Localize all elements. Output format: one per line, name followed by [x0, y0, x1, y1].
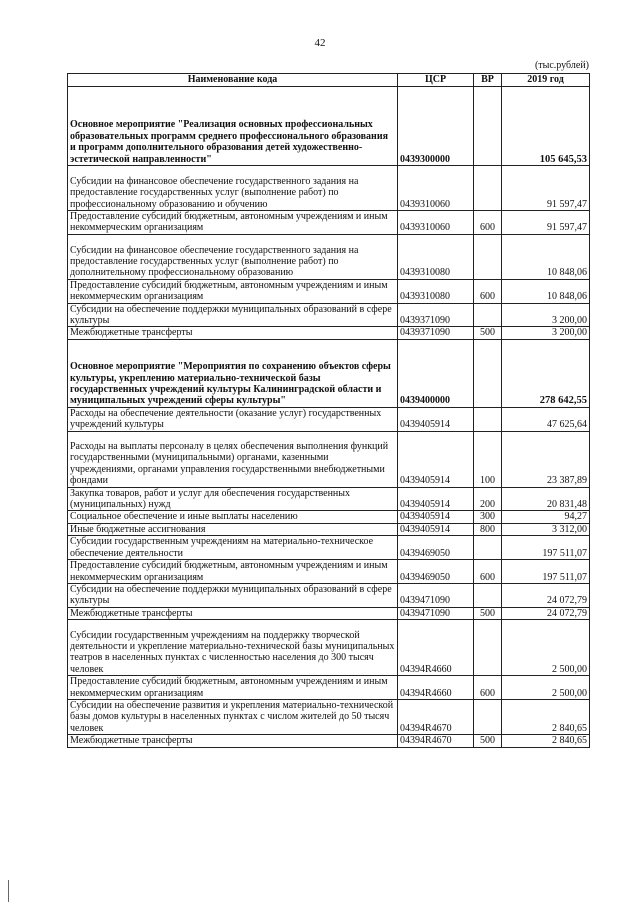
- cell-vr: 600: [474, 279, 502, 303]
- table-row: [68, 279, 590, 303]
- cell-amount: 105 645,53: [502, 87, 590, 166]
- cell-amount: 3 312,00: [502, 523, 590, 535]
- cell-amount: 197 511,07: [502, 560, 590, 584]
- cell-vr: [474, 303, 502, 327]
- cell-csr: 0439469050: [398, 536, 474, 560]
- cell-csr: 04394R4670: [398, 699, 474, 734]
- table-row: [68, 583, 590, 607]
- cell-vr: 500: [474, 327, 502, 339]
- table-row: [68, 511, 590, 523]
- cell-amount: 2 840,65: [502, 699, 590, 734]
- cell-csr: 0439371090: [398, 303, 474, 327]
- cell-csr: 0439405914: [398, 407, 474, 431]
- cell-amount: 91 597,47: [502, 166, 590, 211]
- cell-amount: 24 072,79: [502, 583, 590, 607]
- cell-name: Закупка товаров, работ и услуг для обеспечения государственных (муниципальных) нужд: [68, 487, 398, 511]
- cell-vr: 600: [474, 211, 502, 235]
- table-row: [68, 676, 590, 700]
- header-csr: ЦСР: [398, 74, 474, 87]
- cell-amount: 47 625,64: [502, 407, 590, 431]
- cell-vr: 100: [474, 431, 502, 487]
- cell-name: Субсидии государственным учреждениям на поддержку творческой деятельности и укрепление материально-технической базы муниципальных театров в населенных пунктах с численностью населения до 300 тысяч человек: [68, 620, 398, 676]
- cell-vr: [474, 583, 502, 607]
- table-row: [68, 735, 590, 747]
- cell-name: Расходы на выплаты персоналу в целях обеспечения выполнения функций государственными (муниципальными) органами, казенными учреждениями, органами управления государственными внебюджетными фондами: [68, 431, 398, 487]
- cell-amount: 278 642,55: [502, 339, 590, 407]
- cell-vr: [474, 234, 502, 279]
- margin-mark: [8, 880, 9, 902]
- cell-csr: 0439405914: [398, 487, 474, 511]
- cell-amount: 91 597,47: [502, 211, 590, 235]
- cell-amount: 10 848,06: [502, 234, 590, 279]
- table-row: [68, 620, 590, 676]
- cell-name: Основное мероприятие "Реализация основных профессиональных образовательных программ среднего профессионального образования и программ дополнительного образования детей художественно-эстетической направленности": [68, 87, 398, 166]
- cell-csr: 0439310080: [398, 279, 474, 303]
- cell-vr: [474, 407, 502, 431]
- table-row: [68, 339, 590, 407]
- cell-vr: 200: [474, 487, 502, 511]
- cell-name: Межбюджетные трансферты: [68, 735, 398, 747]
- cell-csr: 0439400000: [398, 339, 474, 407]
- header-name: Наименование кода: [68, 74, 398, 87]
- cell-csr: 0439469050: [398, 560, 474, 584]
- cell-csr: 04394R4670: [398, 735, 474, 747]
- cell-vr: [474, 166, 502, 211]
- cell-vr: 500: [474, 735, 502, 747]
- cell-name: Субсидии на обеспечение развития и укрепления материально-технической базы домов культуры в населенных пунктах с числом жителей до 50 тысяч человек: [68, 699, 398, 734]
- cell-csr: 0439310080: [398, 234, 474, 279]
- cell-csr: 0439310060: [398, 211, 474, 235]
- cell-amount: 24 072,79: [502, 607, 590, 619]
- cell-csr: 04394R4660: [398, 620, 474, 676]
- cell-csr: 0439300000: [398, 87, 474, 166]
- cell-name: Иные бюджетные ассигнования: [68, 523, 398, 535]
- cell-vr: [474, 87, 502, 166]
- cell-vr: [474, 699, 502, 734]
- table-row: [68, 303, 590, 327]
- table-row: [68, 87, 590, 166]
- cell-name: Межбюджетные трансферты: [68, 607, 398, 619]
- cell-csr: 0439405914: [398, 511, 474, 523]
- cell-amount: 3 200,00: [502, 327, 590, 339]
- table-row: [68, 536, 590, 560]
- table-row: [68, 166, 590, 211]
- cell-vr: 300: [474, 511, 502, 523]
- cell-csr: 0439310060: [398, 166, 474, 211]
- cell-amount: 2 500,00: [502, 620, 590, 676]
- cell-name: Основное мероприятие "Мероприятия по сохранению объектов сферы культуры, укреплению материально-технической базы государственных учреждений культуры Калининградской области и муниципальных учреждений сферы культуры": [68, 339, 398, 407]
- units-label: (тыс.рублей): [534, 60, 589, 71]
- table-row: [68, 487, 590, 511]
- cell-amount: 10 848,06: [502, 279, 590, 303]
- budget-table: [67, 73, 590, 748]
- table-row: [68, 327, 590, 339]
- cell-vr: [474, 620, 502, 676]
- cell-vr: 600: [474, 560, 502, 584]
- table-header-row: [68, 74, 590, 87]
- cell-name: Субсидии на обеспечение поддержки муниципальных образований в сфере культуры: [68, 583, 398, 607]
- header-vr: ВР: [474, 74, 502, 87]
- table-row: [68, 211, 590, 235]
- table-row: [68, 407, 590, 431]
- cell-amount: 2 500,00: [502, 676, 590, 700]
- table-row: [68, 431, 590, 487]
- table-row: [68, 234, 590, 279]
- table-row: [68, 607, 590, 619]
- table-row: [68, 560, 590, 584]
- cell-amount: 23 387,89: [502, 431, 590, 487]
- cell-csr: 0439371090: [398, 327, 474, 339]
- page-number: 42: [314, 37, 326, 49]
- cell-name: Субсидии государственным учреждениям на материально-техническое обеспечение деятельности: [68, 536, 398, 560]
- cell-name: Межбюджетные трансферты: [68, 327, 398, 339]
- cell-name: Субсидии на финансовое обеспечение государственного задания на предоставление государственных услуг (выполнение работ) по дополнительному профессиональному образованию: [68, 234, 398, 279]
- cell-csr: 0439471090: [398, 583, 474, 607]
- cell-amount: 20 831,48: [502, 487, 590, 511]
- cell-vr: 500: [474, 607, 502, 619]
- cell-name: Предоставление субсидий бюджетным, автономным учреждениям и иным некоммерческим организациям: [68, 560, 398, 584]
- cell-vr: 800: [474, 523, 502, 535]
- cell-name: Предоставление субсидий бюджетным, автономным учреждениям и иным некоммерческим организациям: [68, 279, 398, 303]
- cell-name: Субсидии на финансовое обеспечение государственного задания на предоставление государственных услуг (выполнение работ) по профессиональному образованию и обучению: [68, 166, 398, 211]
- table-row: [68, 523, 590, 535]
- cell-amount: 94,27: [502, 511, 590, 523]
- cell-vr: [474, 536, 502, 560]
- cell-amount: 197 511,07: [502, 536, 590, 560]
- cell-name: Субсидии на обеспечение поддержки муниципальных образований в сфере культуры: [68, 303, 398, 327]
- cell-csr: 0439405914: [398, 431, 474, 487]
- cell-vr: [474, 339, 502, 407]
- cell-amount: 3 200,00: [502, 303, 590, 327]
- cell-csr: 0439471090: [398, 607, 474, 619]
- cell-name: Социальное обеспечение и иные выплаты населению: [68, 511, 398, 523]
- cell-csr: 0439405914: [398, 523, 474, 535]
- cell-vr: 600: [474, 676, 502, 700]
- table-row: [68, 699, 590, 734]
- cell-name: Расходы на обеспечение деятельности (оказание услуг) государственных учреждений культуры: [68, 407, 398, 431]
- cell-csr: 04394R4660: [398, 676, 474, 700]
- header-amount: 2019 год: [502, 74, 590, 87]
- cell-name: Предоставление субсидий бюджетным, автономным учреждениям и иным некоммерческим организациям: [68, 211, 398, 235]
- cell-amount: 2 840,65: [502, 735, 590, 747]
- cell-name: Предоставление субсидий бюджетным, автономным учреждениям и иным некоммерческим организациям: [68, 676, 398, 700]
